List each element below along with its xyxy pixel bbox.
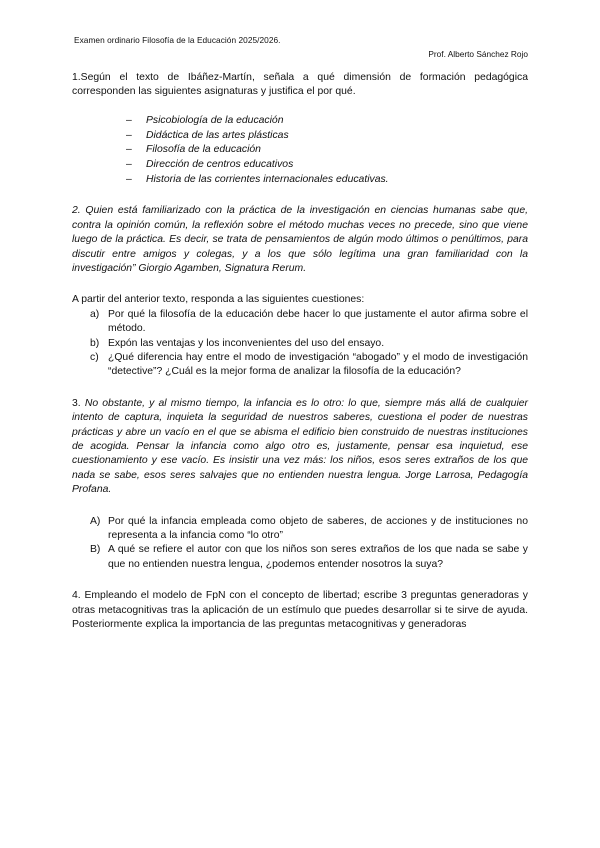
subquestion-text: Por qué la infancia empleada como objeto de saberes, de acciones y de instituciones no representa a la infancia como “lo otro” [108,515,528,542]
subquestion-item [72,543,528,572]
exam-title: Examen ordinario Filosofía de la Educación 2025/2026. [74,35,281,45]
subquestion-text: ¿Qué diferencia hay entre el modo de investigación “abogado” y el modo de investigación “detective”? ¿Cuál es la mejor forma de analizar la filosofía de la educación? [108,351,528,378]
subquestion-item [72,515,528,544]
subquestion-text: A qué se refiere el autor con que los niños son seres extraños de los que nada se sabe y que no entienden nuestra lengua, ¿podemos entender nosotros la suya? [108,544,528,570]
subject-item: – Didáctica de las artes plásticas [126,129,528,144]
subquestion-marker: A) [90,515,101,527]
subquestion-marker: c) [90,351,99,363]
professor-name: Prof. Alberto Sánchez Rojo [428,49,528,59]
question-2-intro: A partir del anterior texto, responda a las siguientes cuestiones: [72,294,365,306]
question-3-subquestions [72,515,528,573]
subquestion-text: Expón las ventajas y los inconvenientes del uso del ensayo. [108,337,385,349]
subquestion-marker: B) [90,544,101,556]
question-4-text: 4. Empleando el modelo de FpN con el concepto de libertad; escribe 3 preguntas generadoras y otras metacognitivas tras la aplicación de un estímulo que puedes desarrollar si te sirve de ayuda. Posteriormente explica la importancia de las preguntas metacognitivas y generadoras [72,590,528,631]
question-3-number: 3. [72,397,81,409]
subquestion-marker: b) [90,337,100,349]
subquestion-item [72,337,528,351]
subquestion-item [72,308,528,337]
exam-content [72,71,528,632]
subquestion-item [72,351,528,380]
question-2-quote: 2. Quien está familiarizado con la práctica de la investigación en ciencias humanas sabe que, contra la opinión común, la reflexión sobre el método muchas veces no precede, sino que viene luego de la práctica. Es decir, se trata de pensamientos de algún modo últimos o penúltimos, para discutir entre amigos y colegas, y a los que sólo legítima una gran familiaridad con la investigación” Giorgio Agamben, Signatura Rerum. [72,205,528,274]
question-1-subject-list [126,114,528,188]
question-3-quote-text: No obstante, y al mismo tiempo, la infancia es lo otro: lo que, siempre más allá de cualquier intento de captura, inquieta la seguridad de nuestros saberes, cuestiona el poder de nuestras prácticas y abre un vacío en el que se abisma el edificio bien construido de nuestras instituciones de acogida. Pensar la infancia como algo otro es, justamente, pensar esa inquietud, ese cuestionamiento y ese vacío. Es insistir una vez más: los niños, esos seres extraños de los que nada se sabe, esos seres salvajes que no entienden nuestra lengua. Jorge Larrosa, Pedagogía Profana. [72,397,528,496]
question-2-subquestions [72,308,528,380]
subject-item: – Dirección de centros educativos [126,158,528,173]
question-1-text: 1.Según el texto de Ibáñez-Martín, señala a qué dimensión de formación pedagógica corresponden las siguientes asignaturas y justifica el por qué. [72,72,528,98]
subject-item: – Psicobiología de la educación [126,114,528,129]
subquestion-text: Por qué la filosofía de la educación debe hacer lo que justamente el autor afirma sobre el método. [108,308,528,335]
question-3-quote [72,397,528,498]
subject-item: – Filosofía de la educación [126,143,528,158]
subquestion-marker: a) [90,308,100,320]
subject-item: – Historia de las corrientes internacionales educativas. [126,173,528,188]
